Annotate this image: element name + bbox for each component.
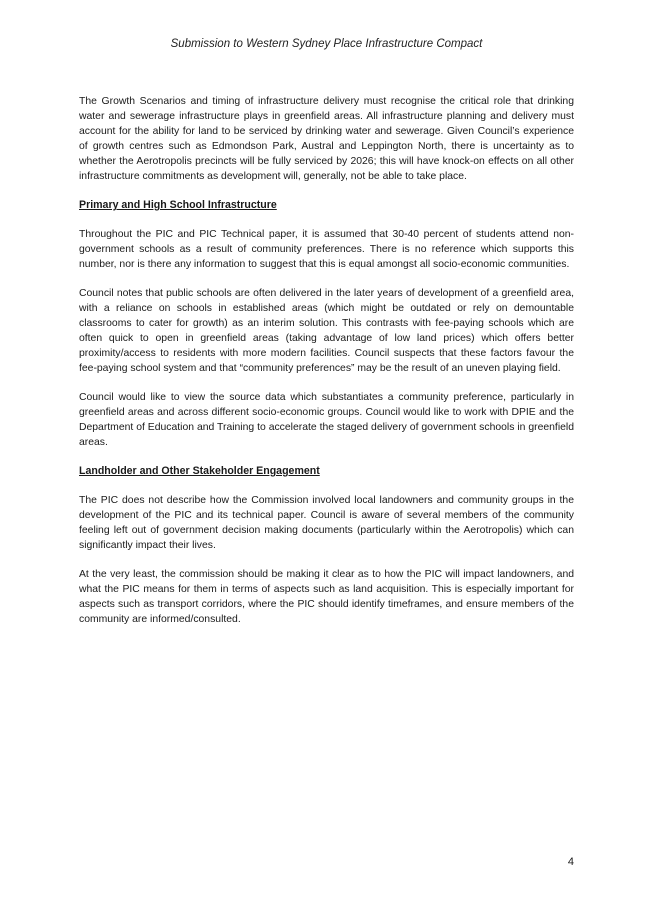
paragraph-non-government-schools: Throughout the PIC and PIC Technical paper, it is assumed that 30-40 percent of students attend non-government schools as a result of community preferences. There is no reference which supports this number, nor is there any information to suggest that this is equal amongst all socio-economic communities. bbox=[79, 229, 574, 270]
section-heading-schools: Primary and High School Infrastructure bbox=[79, 199, 277, 211]
document-header: Submission to Western Sydney Place Infrastructure Compact bbox=[170, 38, 483, 50]
paragraph-source-data: Council would like to view the source data which substantiates a community preference, particularly in greenfield areas and across different socio-economic groups. Council would like to work with DPIE and the Department of Education and Training to accelerate the staged delivery of government schools in greenfield areas. bbox=[79, 392, 574, 448]
paragraph-landowner-involvement: The PIC does not describe how the Commission involved local landowners and community groups in the development of the PIC and its technical paper. Council is aware of several members of the community feeling left out of government decision making documents (particularly within the Aerotropolis) which can significantly impact their lives. bbox=[79, 495, 574, 551]
document-body bbox=[79, 94, 574, 641]
paragraph-pic-impact: At the very least, the commission should be making it clear as to how the PIC will impact landowners, and what the PIC means for them in terms of aspects such as land acquisition. This is especially important for aspects such as transport corridors, where the PIC should identify timeframes, and ensure members of the community are informed/consulted. bbox=[79, 569, 574, 625]
paragraph-public-schools-delivery: Council notes that public schools are often delivered in the later years of development of a greenfield area, with a reliance on schools in established areas (which might be outdated or rely on demountable classrooms to cater for growth) as an interim solution. This contrasts with fee-paying schools which are often quick to open in greenfield areas (taking advantage of low land prices) which offers better proximity/access to residents with more modern facilities. Council suspects that these factors favour the fee-paying school system and that “community preferences” may be the result of an uneven playing field. bbox=[79, 288, 574, 374]
paragraph-growth-scenarios: The Growth Scenarios and timing of infrastructure delivery must recognise the critical role that drinking water and sewerage infrastructure plays in greenfield areas. All infrastructure planning and delivery must account for the ability for land to be serviced by drinking water and sewerage. Given Council’s experience of growth centres such as Edmondson Park, Austral and Leppington North, there is uncertainty as to whether the Aerotropolis precincts will be fully serviced by 2026; this will have knock-on effects on all other infrastructure commitments as development will, generally, not be able to take place. bbox=[79, 96, 574, 182]
section-heading-engagement: Landholder and Other Stakeholder Engagement bbox=[79, 465, 320, 477]
page-number: 4 bbox=[567, 856, 574, 868]
